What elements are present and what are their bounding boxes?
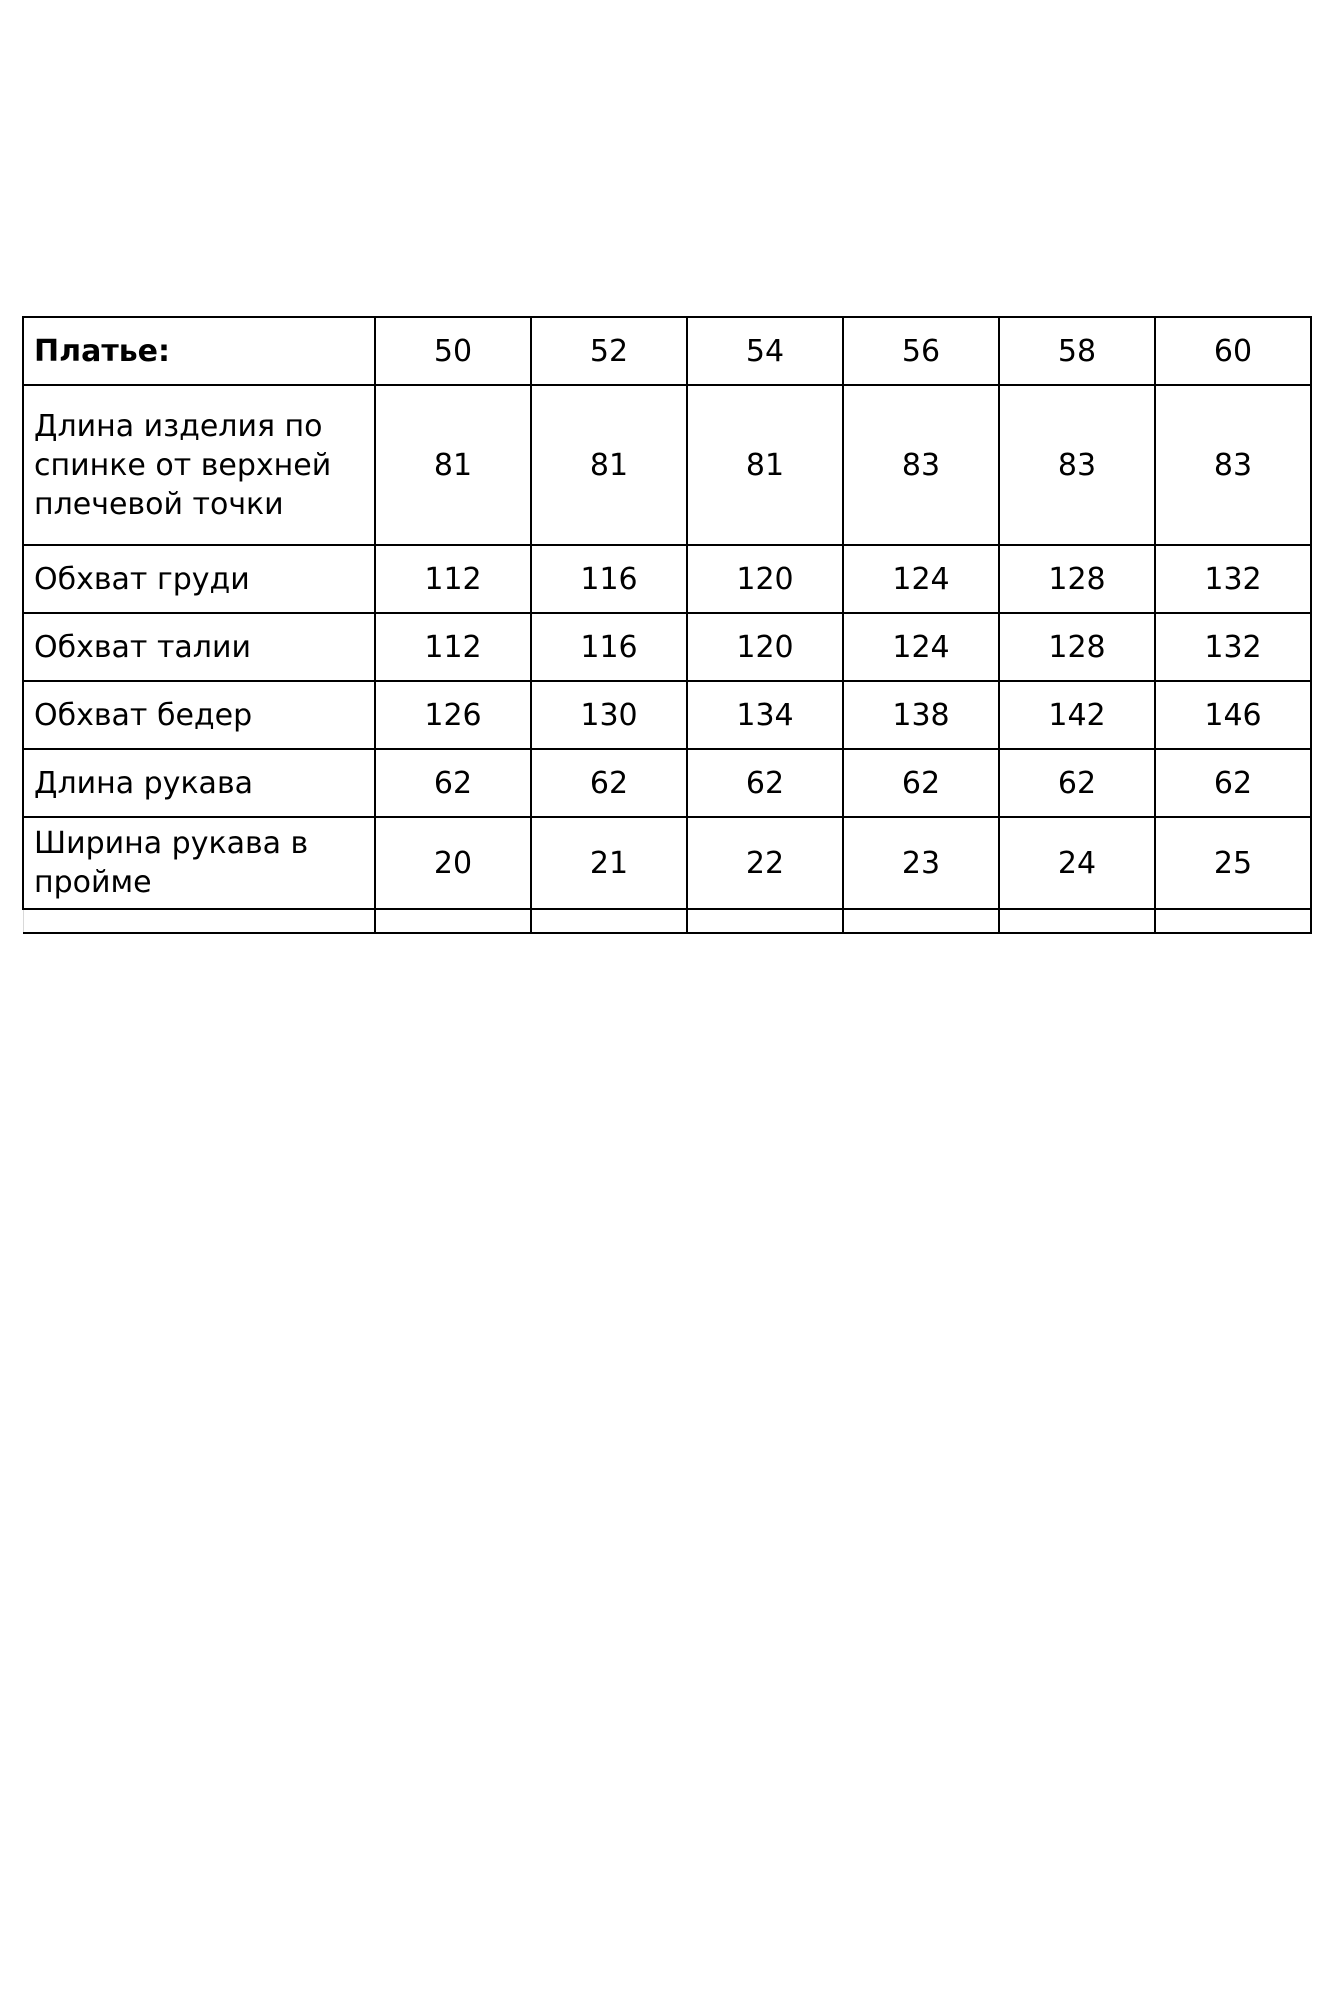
row-value: 24 [999,817,1155,909]
row-value: 138 [843,681,999,749]
row-value: 62 [1155,749,1311,817]
row-label: Длина рукава [23,749,375,817]
row-value: 130 [531,681,687,749]
table-row [23,749,1311,817]
row-value: 25 [1155,817,1311,909]
row-value: 132 [1155,613,1311,681]
header-size-54: 54 [687,317,843,385]
row-value: 62 [843,749,999,817]
row-label: Длина изделия по спинке от верхней плечевой точки [23,385,375,545]
row-value: 81 [531,385,687,545]
row-value: 128 [999,613,1155,681]
header-size-60: 60 [1155,317,1311,385]
gridline-cell [23,909,375,933]
row-value: 112 [375,613,531,681]
row-label: Обхват талии [23,613,375,681]
row-value: 124 [843,545,999,613]
row-label: Обхват груди [23,545,375,613]
row-value: 83 [1155,385,1311,545]
row-value: 62 [999,749,1155,817]
row-value: 142 [999,681,1155,749]
header-label: Платье: [23,317,375,385]
row-value: 22 [687,817,843,909]
table-row [23,681,1311,749]
row-value: 112 [375,545,531,613]
gridline-cell [531,909,687,933]
gridline-cell [375,909,531,933]
row-value: 120 [687,613,843,681]
row-value: 20 [375,817,531,909]
row-value: 128 [999,545,1155,613]
table-row [23,817,1311,909]
header-size-52: 52 [531,317,687,385]
row-value: 62 [375,749,531,817]
row-label: Обхват бедер [23,681,375,749]
row-value: 23 [843,817,999,909]
row-value: 132 [1155,545,1311,613]
row-label: Ширина рукава в пройме [23,817,375,909]
table-trailing-gridline-row [23,909,1311,933]
row-value: 62 [687,749,843,817]
row-value: 62 [531,749,687,817]
header-size-50: 50 [375,317,531,385]
gridline-cell [1155,909,1311,933]
row-value: 120 [687,545,843,613]
row-value: 21 [531,817,687,909]
row-value: 116 [531,545,687,613]
size-chart-sheet [22,316,1310,934]
table-row [23,385,1311,545]
gridline-cell [687,909,843,933]
header-size-58: 58 [999,317,1155,385]
size-chart-table [22,316,1312,934]
row-value: 83 [999,385,1155,545]
row-value: 124 [843,613,999,681]
row-value: 116 [531,613,687,681]
table-header-row [23,317,1311,385]
row-value: 81 [687,385,843,545]
table-row [23,613,1311,681]
gridline-cell [999,909,1155,933]
row-value: 83 [843,385,999,545]
gridline-cell [843,909,999,933]
row-value: 146 [1155,681,1311,749]
row-value: 134 [687,681,843,749]
header-size-56: 56 [843,317,999,385]
table-row [23,545,1311,613]
row-value: 126 [375,681,531,749]
row-value: 81 [375,385,531,545]
